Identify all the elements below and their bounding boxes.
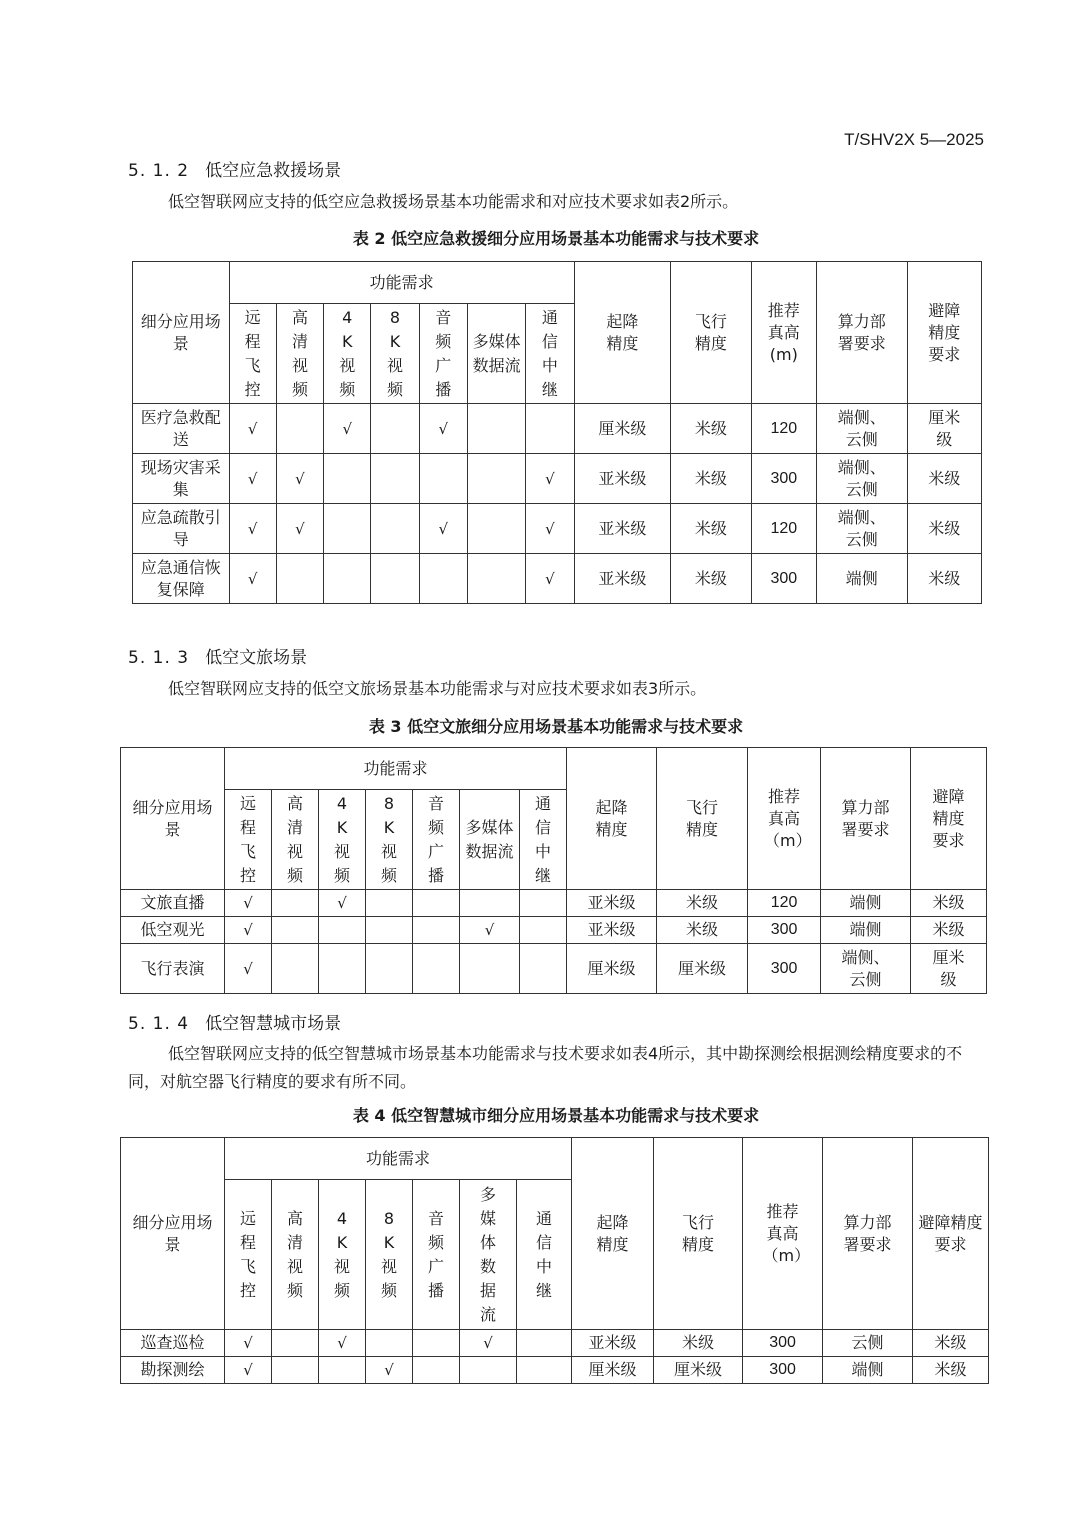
- cell-check: [419, 554, 467, 604]
- header-scene: 细分应用场景: [121, 1138, 225, 1330]
- section-number: 5. 1. 3: [128, 648, 190, 668]
- cell-height: 120: [751, 404, 816, 454]
- cell-check: [272, 890, 319, 917]
- cell-scene: 现场灾害采集: [133, 454, 230, 504]
- cell-check: [460, 1357, 517, 1384]
- cell-check: [319, 1357, 366, 1384]
- cell-scene: 低空观光: [121, 917, 225, 944]
- cell-height: 300: [743, 1357, 823, 1384]
- cell-check: √: [460, 1330, 517, 1357]
- cell-check: √: [526, 504, 574, 554]
- cell-compute: 端侧、云侧: [816, 504, 907, 554]
- cell-avoid: 米级: [913, 1357, 989, 1384]
- header-func-remote: 远程飞控: [225, 790, 272, 890]
- section-title: 低空文旅场景: [205, 648, 308, 668]
- cell-check: [520, 890, 567, 917]
- cell-check: [272, 1330, 319, 1357]
- document-code: T/SHV2X 5—2025: [844, 130, 984, 149]
- cell-takeoff: 亚米级: [572, 1330, 654, 1357]
- header-takeoff: 起降精度: [567, 748, 657, 890]
- table-3: [120, 747, 987, 994]
- header-func-hd: 高清视频: [272, 790, 319, 890]
- header-func-hd: 高清视频: [272, 1180, 319, 1330]
- cell-height: 300: [743, 1330, 823, 1357]
- cell-check: √: [225, 944, 272, 994]
- table-row: [121, 1357, 989, 1384]
- header-func-8k: 8K视频: [371, 304, 419, 404]
- section-title: 低空智慧城市场景: [205, 1014, 342, 1034]
- cell-flight: 米级: [671, 504, 751, 554]
- cell-check: √: [225, 917, 272, 944]
- cell-check: [460, 890, 520, 917]
- cell-scene: 巡查巡检: [121, 1330, 225, 1357]
- cell-check: √: [319, 1330, 366, 1357]
- header-func-8k: 8K视频: [366, 1180, 413, 1330]
- section-heading-513: [128, 643, 307, 668]
- cell-check: √: [229, 554, 276, 604]
- cell-compute: 云侧: [823, 1330, 913, 1357]
- cell-takeoff: 亚米级: [574, 504, 671, 554]
- cell-check: [272, 917, 319, 944]
- section-heading-514: [128, 1009, 341, 1034]
- table-2: [132, 261, 982, 604]
- cell-check: [413, 1330, 460, 1357]
- header-func-4k: 4K视频: [319, 790, 366, 890]
- header-height: 推荐真高（m）: [743, 1138, 823, 1330]
- header-takeoff: 起降精度: [572, 1138, 654, 1330]
- header-compute: 算力部署要求: [816, 262, 907, 404]
- cell-compute: 端侧: [821, 890, 911, 917]
- header-func-remote: 远程飞控: [225, 1180, 272, 1330]
- cell-check: [319, 944, 366, 994]
- cell-flight: 米级: [671, 404, 751, 454]
- header-takeoff: 起降精度: [574, 262, 671, 404]
- cell-check: √: [366, 1357, 413, 1384]
- cell-check: [467, 554, 525, 604]
- section-paragraph: 低空智联网应支持的低空智慧城市场景基本功能需求与技术要求如表4所示，其中勘探测绘根据测绘精度要求的不同，对航空器飞行精度的要求有所不同。: [128, 1044, 963, 1091]
- section-number: 5. 1. 4: [128, 1014, 190, 1034]
- cell-check: [272, 1357, 319, 1384]
- cell-check: √: [225, 890, 272, 917]
- cell-scene: 应急通信恢复保障: [133, 554, 230, 604]
- table-caption: 表 2 低空应急救援细分应用场景基本功能需求与技术要求: [352, 229, 760, 248]
- section-paragraph: 低空智联网应支持的低空应急救援场景基本功能需求和对应技术要求如表2所示。: [168, 192, 739, 211]
- header-func-audio: 音频广播: [413, 790, 460, 890]
- cell-check: [319, 917, 366, 944]
- header-function-group: 功能需求: [229, 262, 574, 304]
- header-compute: 算力部署要求: [821, 748, 911, 890]
- cell-check: √: [324, 404, 371, 454]
- cell-height: 300: [751, 454, 816, 504]
- section-number: 5. 1. 2: [128, 161, 190, 181]
- header-height: 推荐真高（m）: [748, 748, 821, 890]
- cell-height: 300: [751, 554, 816, 604]
- table-caption: 表 4 低空智慧城市细分应用场景基本功能需求与技术要求: [352, 1106, 760, 1125]
- cell-takeoff: 厘米级: [572, 1357, 654, 1384]
- table-row: [133, 504, 982, 554]
- cell-flight: 米级: [654, 1330, 743, 1357]
- cell-takeoff: 厘米级: [574, 404, 671, 454]
- cell-check: [526, 404, 574, 454]
- cell-scene: 医疗急救配送: [133, 404, 230, 454]
- table-row: [121, 944, 987, 994]
- header-func-8k: 8K视频: [366, 790, 413, 890]
- table-row: [133, 554, 982, 604]
- cell-compute: 端侧、云侧: [816, 404, 907, 454]
- cell-check: √: [419, 504, 467, 554]
- header-flight: 飞行精度: [671, 262, 751, 404]
- header-func-relay: 通信中继: [517, 1180, 572, 1330]
- header-func-multimedia: 多媒体数据流: [467, 304, 525, 404]
- cell-flight: 米级: [657, 917, 748, 944]
- cell-height: 300: [748, 944, 821, 994]
- cell-check: [413, 917, 460, 944]
- cell-check: [272, 944, 319, 994]
- cell-check: √: [460, 917, 520, 944]
- header-func-relay: 通信中继: [520, 790, 567, 890]
- cell-check: [517, 1330, 572, 1357]
- cell-check: [520, 944, 567, 994]
- cell-check: [371, 554, 419, 604]
- cell-height: 120: [751, 504, 816, 554]
- cell-check: [520, 917, 567, 944]
- cell-flight: 米级: [671, 454, 751, 504]
- cell-check: [324, 504, 371, 554]
- cell-check: [276, 404, 323, 454]
- cell-check: [366, 917, 413, 944]
- cell-check: √: [225, 1357, 272, 1384]
- header-avoid: 避障精度要求: [913, 1138, 989, 1330]
- cell-scene: 文旅直播: [121, 890, 225, 917]
- cell-check: [467, 454, 525, 504]
- cell-avoid: 米级: [911, 917, 987, 944]
- cell-avoid: 米级: [913, 1330, 989, 1357]
- cell-check: [371, 504, 419, 554]
- cell-check: [467, 404, 525, 454]
- header-func-multimedia: 多媒体数据流: [460, 790, 520, 890]
- cell-check: [413, 1357, 460, 1384]
- cell-avoid: 米级: [911, 890, 987, 917]
- cell-scene: 勘探测绘: [121, 1357, 225, 1384]
- cell-takeoff: 亚米级: [574, 454, 671, 504]
- header-func-audio: 音频广播: [419, 304, 467, 404]
- cell-check: [324, 454, 371, 504]
- cell-flight: 厘米级: [654, 1357, 743, 1384]
- cell-check: √: [229, 504, 276, 554]
- table-row: [133, 404, 982, 454]
- table-row: [121, 917, 987, 944]
- header-func-remote: 远程飞控: [229, 304, 276, 404]
- cell-check: √: [225, 1330, 272, 1357]
- cell-flight: 米级: [671, 554, 751, 604]
- header-function-group: 功能需求: [225, 748, 567, 790]
- cell-check: [366, 1330, 413, 1357]
- cell-check: √: [419, 404, 467, 454]
- header-avoid: 避障精度要求: [911, 748, 987, 890]
- cell-check: √: [526, 554, 574, 604]
- cell-check: √: [276, 504, 323, 554]
- cell-scene: 飞行表演: [121, 944, 225, 994]
- cell-check: [324, 554, 371, 604]
- header-avoid: 避障精度要求: [907, 262, 982, 404]
- header-func-multimedia: 多媒体数据流: [460, 1180, 517, 1330]
- header-func-relay: 通信中继: [526, 304, 574, 404]
- section-heading-512: [128, 156, 341, 181]
- cell-compute: 端侧、云侧: [821, 944, 911, 994]
- header-compute: 算力部署要求: [823, 1138, 913, 1330]
- cell-scene: 应急疏散引导: [133, 504, 230, 554]
- cell-avoid: 米级: [907, 504, 982, 554]
- table-row: [121, 1330, 989, 1357]
- cell-check: [413, 944, 460, 994]
- cell-takeoff: 亚米级: [574, 554, 671, 604]
- cell-check: [517, 1357, 572, 1384]
- cell-check: [467, 504, 525, 554]
- table-caption: 表 3 低空文旅细分应用场景基本功能需求与技术要求: [368, 717, 744, 736]
- cell-check: √: [319, 890, 366, 917]
- cell-check: √: [526, 454, 574, 504]
- cell-avoid: 厘米级: [911, 944, 987, 994]
- cell-compute: 端侧、云侧: [816, 454, 907, 504]
- cell-compute: 端侧: [821, 917, 911, 944]
- cell-check: √: [276, 454, 323, 504]
- header-scene: 细分应用场景: [121, 748, 225, 890]
- cell-check: [419, 454, 467, 504]
- cell-check: [413, 890, 460, 917]
- table-row: [121, 890, 987, 917]
- header-function-group: 功能需求: [225, 1138, 572, 1180]
- cell-height: 120: [748, 890, 821, 917]
- cell-check: [276, 554, 323, 604]
- header-func-audio: 音频广播: [413, 1180, 460, 1330]
- cell-check: [366, 890, 413, 917]
- cell-check: √: [229, 454, 276, 504]
- header-func-4k: 4K视频: [319, 1180, 366, 1330]
- cell-takeoff: 厘米级: [567, 944, 657, 994]
- cell-check: [460, 944, 520, 994]
- cell-flight: 米级: [657, 890, 748, 917]
- cell-takeoff: 亚米级: [567, 917, 657, 944]
- cell-compute: 端侧: [823, 1357, 913, 1384]
- table-4: [120, 1137, 989, 1384]
- cell-check: [371, 404, 419, 454]
- header-flight: 飞行精度: [654, 1138, 743, 1330]
- cell-check: [366, 944, 413, 994]
- section-title: 低空应急救援场景: [205, 161, 342, 181]
- header-flight: 飞行精度: [657, 748, 748, 890]
- header-height: 推荐真高(m): [751, 262, 816, 404]
- cell-avoid: 米级: [907, 454, 982, 504]
- cell-check: [371, 454, 419, 504]
- cell-avoid: 厘米级: [907, 404, 982, 454]
- cell-check: √: [229, 404, 276, 454]
- cell-height: 300: [748, 917, 821, 944]
- cell-takeoff: 亚米级: [567, 890, 657, 917]
- cell-avoid: 米级: [907, 554, 982, 604]
- header-func-4k: 4K视频: [324, 304, 371, 404]
- cell-flight: 厘米级: [657, 944, 748, 994]
- table-row: [133, 454, 982, 504]
- header-scene: 细分应用场景: [133, 262, 230, 404]
- header-func-hd: 高清视频: [276, 304, 323, 404]
- section-paragraph: 低空智联网应支持的低空文旅场景基本功能需求与对应技术要求如表3所示。: [168, 679, 707, 698]
- cell-compute: 端侧: [816, 554, 907, 604]
